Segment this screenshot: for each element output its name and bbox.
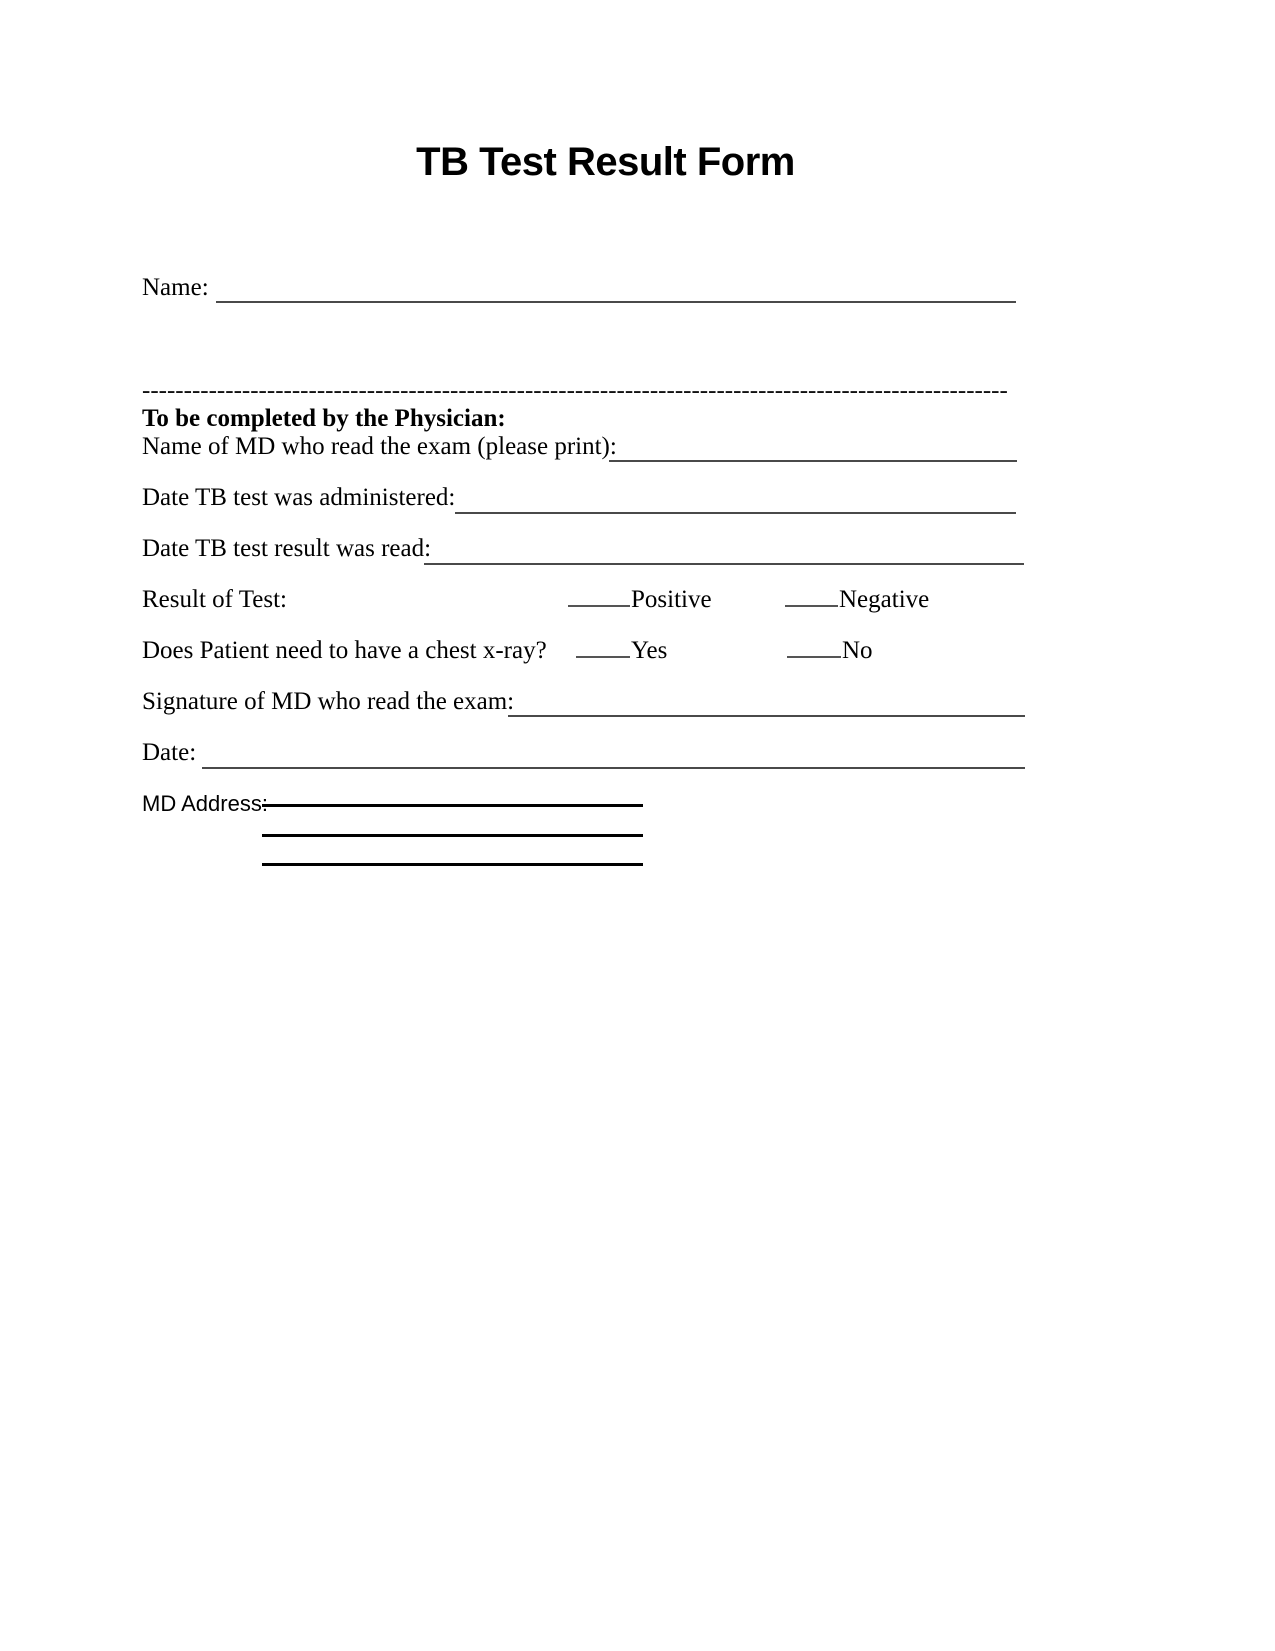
md-date-input[interactable]	[202, 767, 1025, 769]
chest-xray-yes-label: Yes	[631, 637, 668, 664]
md-signature-input[interactable]	[508, 715, 1025, 717]
result-negative-label: Negative	[839, 586, 930, 613]
result-positive-option[interactable]	[568, 586, 712, 614]
md-date-label: Date:	[142, 739, 197, 766]
result-positive-blank[interactable]	[568, 588, 630, 607]
name-field-label: Name:	[142, 274, 209, 301]
section-divider: --------------------------------------------------------------------------------------------------------	[142, 382, 1008, 400]
chest-xray-yes-option[interactable]	[576, 637, 667, 665]
result-positive-label: Positive	[631, 586, 712, 613]
result-negative-option[interactable]	[785, 586, 929, 614]
chest-xray-no-label: No	[842, 637, 873, 664]
md-address-line3-input[interactable]	[262, 849, 643, 866]
md-address-line1-input[interactable]	[262, 790, 643, 807]
date-administered-input[interactable]	[455, 512, 1016, 514]
result-negative-blank[interactable]	[785, 588, 838, 607]
chest-xray-label: Does Patient need to have a chest x-ray?	[142, 637, 547, 664]
md-name-label: Name of MD who read the exam (please print):	[142, 433, 617, 460]
md-name-input[interactable]	[609, 460, 1017, 462]
result-of-test-label: Result of Test:	[142, 586, 288, 613]
chest-xray-yes-blank[interactable]	[576, 639, 630, 658]
chest-xray-no-option[interactable]	[787, 637, 873, 665]
page-title: TB Test Result Form	[416, 140, 795, 184]
physician-section-heading: To be completed by the Physician:	[142, 405, 506, 432]
md-address-label: MD Address:	[142, 791, 268, 816]
date-administered-label: Date TB test was administered:	[142, 484, 456, 511]
chest-xray-no-blank[interactable]	[787, 639, 841, 658]
md-signature-label: Signature of MD who read the exam:	[142, 688, 515, 715]
date-read-input[interactable]	[424, 563, 1024, 565]
name-field-input[interactable]	[216, 301, 1016, 303]
md-address-line2-input[interactable]	[262, 820, 643, 837]
date-read-label: Date TB test result was read:	[142, 535, 432, 562]
